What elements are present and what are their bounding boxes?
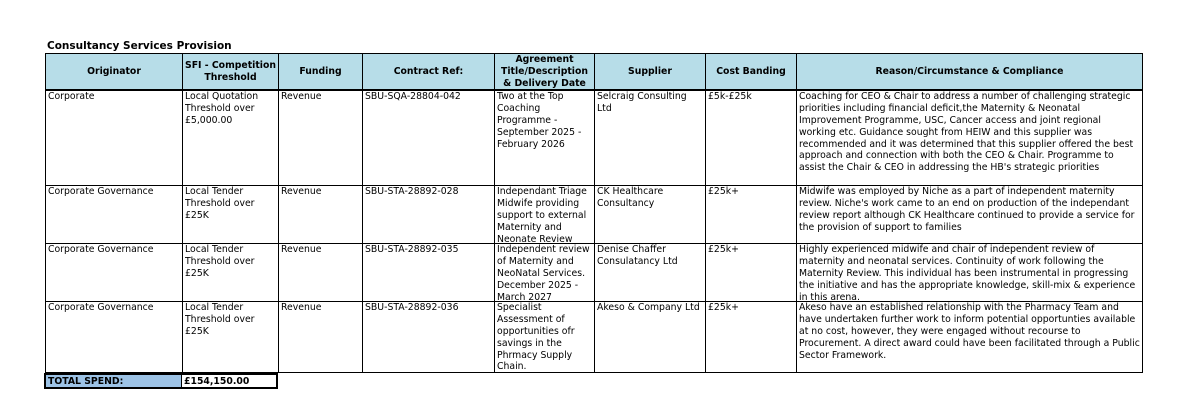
header-agreement: Agreement Title/Description & Delivery Date [495, 54, 595, 91]
cell-sfi-text: Local Quotation Threshold over £5,000.00 [185, 91, 259, 126]
cell-funding-text: Revenue [281, 91, 322, 103]
table-row [46, 244, 1143, 302]
cell-cost-banding [706, 244, 797, 302]
cell-cost-banding [706, 302, 797, 373]
cell-supplier-text: Akeso & Company Ltd [597, 302, 700, 314]
header-funding: Funding [279, 54, 363, 91]
cell-sfi [183, 186, 279, 244]
cell-agreement-text: Independant Triage Midwife providing support to external Maternity and Neonate Review [497, 186, 587, 244]
cell-sfi-text: Local Tender Threshold over £25K [185, 244, 255, 279]
cell-cost-banding [706, 186, 797, 244]
cell-sfi-text: Local Tender Threshold over £25K [185, 302, 255, 337]
cell-reason [797, 302, 1143, 373]
table-row [46, 90, 1143, 186]
cell-originator-text: Corporate [48, 91, 95, 103]
cell-contract-ref-text: SBU-STA-28892-036 [365, 302, 459, 314]
cell-funding [279, 90, 363, 186]
header-row [46, 54, 1143, 91]
cell-agreement [495, 90, 595, 186]
cell-supplier-text: Denise Chaffer Consulatancy Ltd [597, 244, 678, 268]
total-spend-label: TOTAL SPEND: [45, 374, 182, 388]
cell-originator [46, 90, 183, 186]
cell-funding [279, 302, 363, 373]
total-row [45, 374, 277, 388]
cell-supplier [595, 302, 706, 373]
cell-funding-text: Revenue [281, 302, 322, 314]
cell-agreement [495, 186, 595, 244]
cell-sfi [183, 302, 279, 373]
cell-contract-ref-text: SBU-STA-28892-028 [365, 186, 459, 198]
cell-supplier-text: CK Healthcare Consultancy [597, 186, 664, 210]
cell-contract-ref-text: SBU-SQA-28804-042 [365, 91, 461, 103]
cell-originator-text: Corporate Governance [48, 302, 154, 314]
cell-cost-banding-text: £25k+ [708, 244, 739, 256]
cell-supplier [595, 186, 706, 244]
total-spend-box [44, 373, 278, 389]
cell-originator [46, 186, 183, 244]
cell-agreement-text: Specialist Assessment of opportunities ofr savings in the Phrmacy Supply Chain. [497, 302, 575, 373]
header-reason: Reason/Circumstance & Compliance [797, 54, 1143, 91]
header-contract-ref: Contract Ref: [363, 54, 495, 91]
cell-supplier-text: Selcraig Consulting Ltd [597, 91, 687, 115]
cell-originator-text: Corporate Governance [48, 244, 154, 256]
cell-reason-text: Akeso have an established relationship with the Pharmacy Team and have undertaken further work to inform potential opportunties available at no cost, however, they were engaged without recourse to Procurement. A direct award could have been facilitated through a Public Sector Framework. [799, 302, 1140, 361]
cell-cost-banding [706, 90, 797, 186]
cell-agreement [495, 244, 595, 302]
cell-reason [797, 90, 1143, 186]
cell-reason [797, 244, 1143, 302]
cell-originator-text: Corporate Governance [48, 186, 154, 198]
cell-reason-text: Midwife was employed by Niche as a part of independent maternity review. Niche's work came to an end on production of the independant review report although CK Healthcare continued to provide a service for the provision of support to families [799, 186, 1135, 233]
cell-originator [46, 244, 183, 302]
total-spend-value: £154,150.00 [182, 374, 278, 388]
header-sfi-threshold: SFI - Competition Threshold [183, 54, 279, 91]
cell-reason-text: Highly experienced midwife and chair of independent review of maternity and neonatal services. Continuity of work following the Maternity Review. This individual has been instrumental in progressing the initiative and has the appropriate knowledge, skill-mix & experience in this arena. [799, 244, 1136, 302]
cell-funding-text: Revenue [281, 186, 322, 198]
header-originator: Originator [46, 54, 183, 91]
cell-funding [279, 186, 363, 244]
cell-supplier [595, 244, 706, 302]
cell-funding-text: Revenue [281, 244, 322, 256]
cell-agreement-text: Two at the Top Coaching Programme - September 2025 - February 2026 [497, 91, 582, 150]
header-cost-banding: Cost Banding [706, 54, 797, 91]
cell-contract-ref [363, 186, 495, 244]
cell-cost-banding-text: £5k-£25k [708, 91, 752, 103]
consultancy-table [45, 53, 1143, 373]
cell-sfi-text: Local Tender Threshold over £25K [185, 186, 255, 221]
header-supplier: Supplier [595, 54, 706, 91]
cell-cost-banding-text: £25k+ [708, 186, 739, 198]
cell-funding [279, 244, 363, 302]
cell-agreement-text: Independent review of Maternity and NeoNatal Services. December 2025 - March 2027 [497, 244, 590, 302]
cell-contract-ref-text: SBU-STA-28892-035 [365, 244, 459, 256]
cell-sfi [183, 90, 279, 186]
cell-contract-ref [363, 90, 495, 186]
table-row [46, 186, 1143, 244]
sheet-title: Consultancy Services Provision [47, 40, 232, 52]
cell-reason [797, 186, 1143, 244]
cell-originator [46, 302, 183, 373]
table-row [46, 302, 1143, 373]
cell-cost-banding-text: £25k+ [708, 302, 739, 314]
cell-sfi [183, 244, 279, 302]
cell-supplier [595, 90, 706, 186]
cell-contract-ref [363, 302, 495, 373]
cell-reason-text: Coaching for CEO & Chair to address a number of challenging strategic priorities including financial deficit,the Maternity & Neonatal Improvement Programme, USC, Cancer access and joint regional working etc. Guidance sought from HEIW and this supplier was recommended and it was determined that this supplier offered the best approach and connection with both the CEO & Chair. Programme to assist the Chair & CEO in addressing the HB's strategic priorities [799, 91, 1134, 174]
cell-agreement [495, 302, 595, 373]
cell-contract-ref [363, 244, 495, 302]
